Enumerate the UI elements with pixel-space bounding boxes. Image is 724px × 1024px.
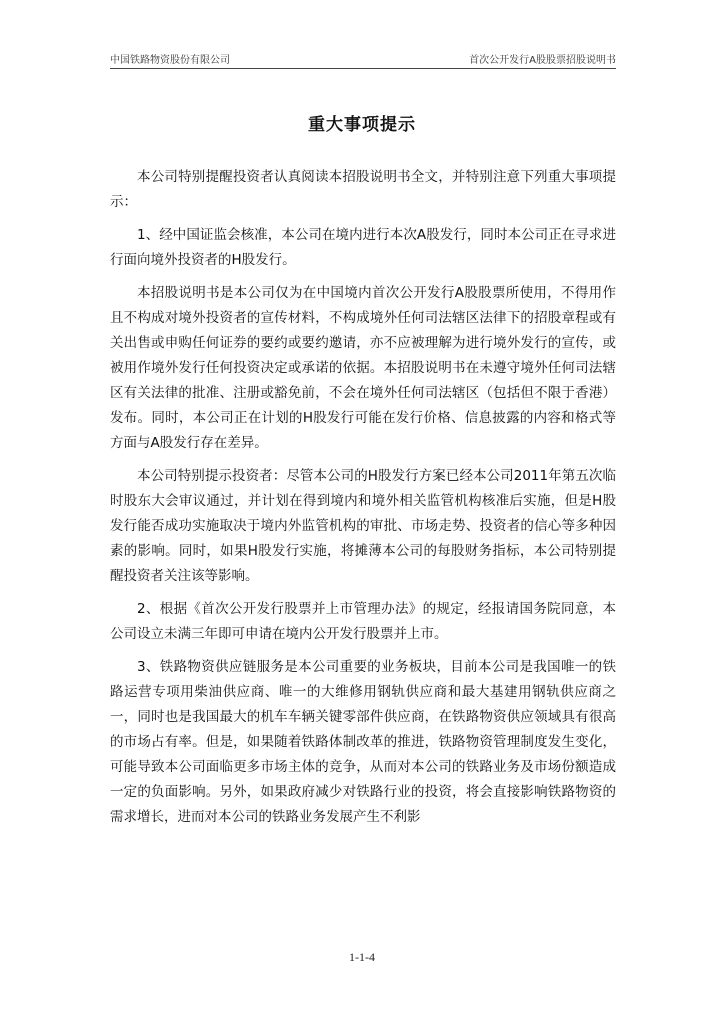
- header-company: 中国铁路物资股份有限公司: [110, 55, 230, 66]
- paragraph-item-1: 1、经中国证监会核准，本公司在境内进行本次A股发行，同时本公司正在寻求进行面向境外投资者的H股发行。: [110, 227, 616, 268]
- paragraph-prospectus-scope: 本招股说明书是本公司仅为在中国境内首次公开发行A股股票所使用，不得用作且不构成对境外投资者的宣传材料，不构成境外任何司法辖区法律下的招股章程或有关出售或申购任何证券的要约或要约邀请，亦不应被理解为进行境外发行的宣传，或被用作境外发行任何投资决定或承诺的依据。本招股说明书在未遵守境外任何司法辖区有关法律的批准、注册或豁免前，不会在境外任何司法辖区（包括但不限于香港）发布。同时，本公司正在计划的H股发行可能在发行价格、信息披露的内容和格式等方面与A股发行存在差异。: [110, 285, 616, 451]
- document-body: [110, 165, 616, 838]
- paragraph-item-3: 3、铁路物资供应链服务是本公司重要的业务板块，目前本公司是我国唯一的铁路运营专项用柴油供应商、唯一的大维修用钢轨供应商和最大基建用钢轨供应商之一，同时也是我国最大的机车车辆关键零部件供应商，在铁路物资供应领域具有很高的市场占有率。但是，如果随着铁路体制改革的推进，铁路物资管理制度发生变化，可能导致本公司面临更多市场主体的竞争，从而对本公司的铁路业务及市场份额造成一定的负面影响。另外，如果政府减少对铁路行业的投资，将会直接影响铁路物资的需求增长，进而对本公司的铁路业务发展产生不利影: [110, 659, 616, 825]
- paragraph-h-share-notice: 本公司特别提示投资者：尽管本公司的H股发行方案已经本公司2011年第五次临时股东大会审议通过，并计划在得到境内和境外相关监管机构核准后实施，但是H股发行能否成功实施取决于境内外监管机构的审批、市场走势、投资者的信心等多种因素的影响。同时，如果H股发行实施，将摊薄本公司的每股财务指标，本公司特别提醒投资者关注该等影响。: [110, 468, 616, 584]
- page-number: 1-1-4: [349, 950, 375, 964]
- page-header: [110, 48, 616, 69]
- paragraph-item-2: 2、根据《首次公开发行股票并上市管理办法》的规定，经报请国务院同意，本公司设立未满三年即可申请在境内公开发行股票并上市。: [110, 601, 616, 642]
- paragraph-intro: 本公司特别提醒投资者认真阅读本招股说明书全文，并特别注意下列重大事项提示：: [110, 169, 616, 210]
- header-doc-title: 首次公开发行A股股票招股说明书: [469, 55, 616, 66]
- section-title: 重大事项提示: [308, 115, 416, 135]
